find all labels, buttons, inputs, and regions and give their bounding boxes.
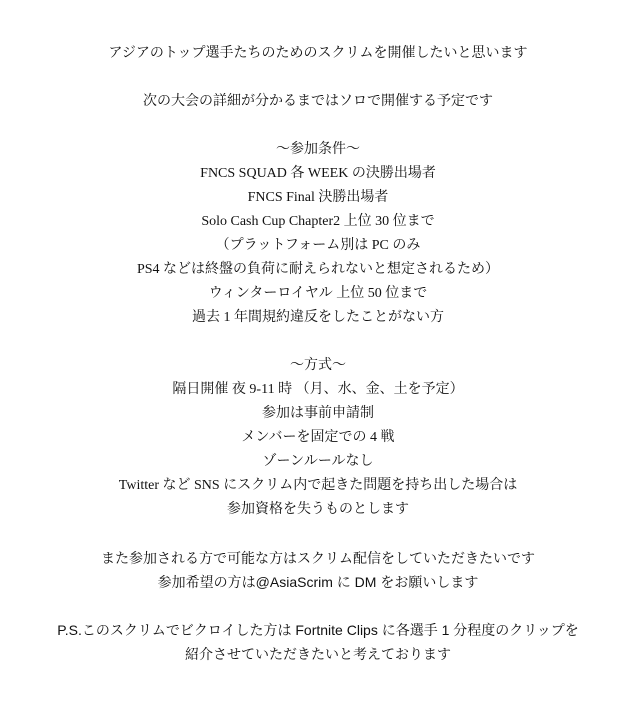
closing-line-1: また参加される方で可能な方はスクリム配信をしていただきたいです (101, 550, 535, 566)
conditions-heading: 〜参加条件〜 (276, 142, 360, 157)
condition-item: ウィンターロイヤル 上位 50 位まで (208, 286, 428, 301)
method-item: ゾーンルールなし (262, 454, 374, 469)
method-item: メンバーを固定での 4 戦 (241, 430, 395, 445)
condition-item: 過去 1 年間規約違反をしたことがない方 (192, 310, 444, 325)
condition-item: PS4 などは終盤の負荷に耐えられないと想定されるため） (136, 262, 500, 277)
intro-line-2: 次の大会の詳細が分かるまではソロで開催する予定です (143, 94, 493, 109)
condition-item: FNCS SQUAD 各 WEEK の決勝出場者 (200, 166, 436, 181)
method-item: 参加資格を失うものとします (227, 502, 409, 517)
condition-item: FNCS Final 決勝出場者 (247, 190, 389, 205)
closing-line-2: 参加希望の方は@AsiaScrim に DM をお願いします (157, 574, 479, 590)
method-heading: 〜方式〜 (290, 358, 346, 373)
method-item: Twitter など SNS にスクリム内で起きた問題を持ち出した場合は (118, 478, 518, 493)
intro-line-1: アジアのトップ選手たちのためのスクリムを開催したいと思います (108, 46, 528, 61)
ps-line-2: 紹介させていただきたいと考えております (185, 646, 451, 662)
ps-line-1: P.S.このスクリムでビクロイした方は Fortnite Clips に各選手 1 分程度のクリップを (57, 622, 579, 638)
condition-item: （プラットフォーム別は PC のみ (215, 238, 421, 253)
method-item: 隔日開催 夜 9-11 時 （月、水、金、土を予定） (172, 382, 464, 397)
method-item: 参加は事前申請制 (262, 406, 374, 421)
condition-item: Solo Cash Cup Chapter2 上位 30 位まで (201, 214, 435, 229)
